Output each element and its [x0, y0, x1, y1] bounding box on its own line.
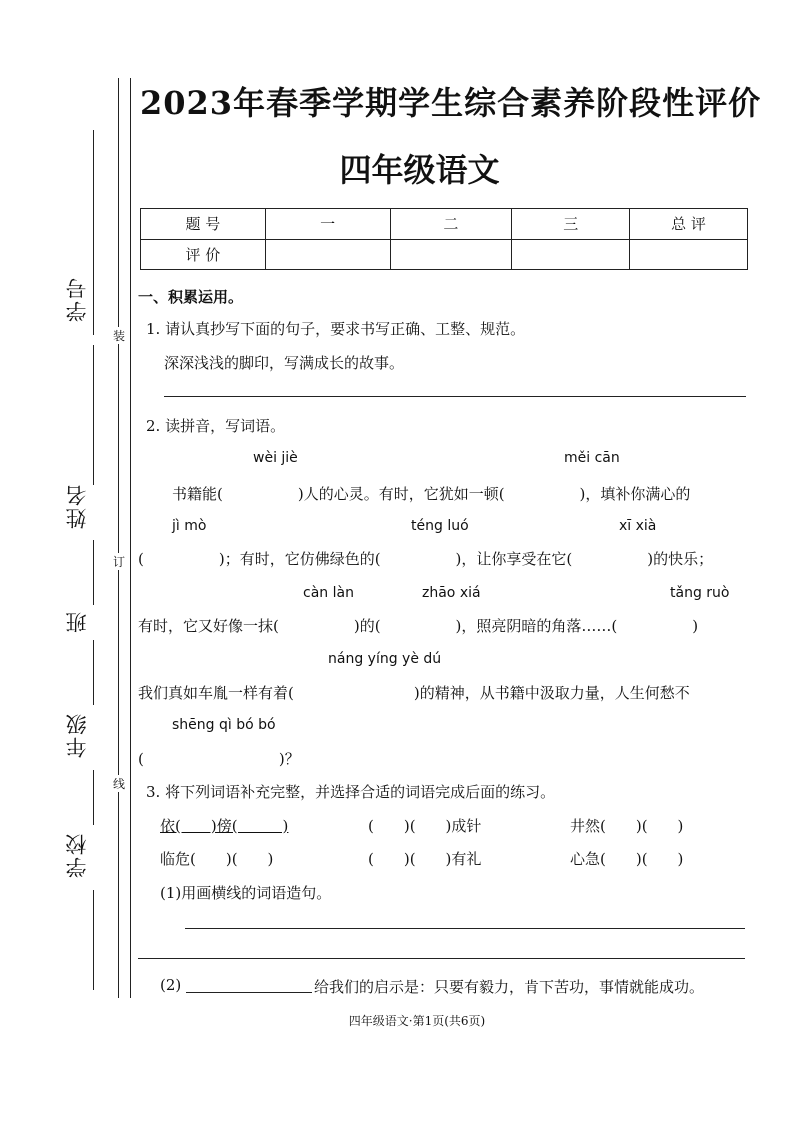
score-header-cell: 一	[265, 209, 390, 240]
q3-sub2-prefix: (2)	[160, 976, 182, 994]
grade-label: 年级	[65, 712, 89, 758]
binding-char-ding: 订	[113, 555, 126, 569]
pinyin-tengluo: téng luó	[411, 518, 469, 534]
sidebar-line-school	[93, 770, 94, 825]
pinyin-shengqibobo: shēng qì bó bó	[172, 717, 276, 733]
q3-sub1: (1)用画横线的词语造句。	[160, 884, 332, 902]
q3-sub2-blank[interactable]	[186, 992, 312, 993]
q2-line-2: ( )；有时，它仿佛绿色的( )，让你享受在它( )的快乐；	[138, 550, 714, 568]
score-input-cell[interactable]	[265, 239, 390, 270]
pinyin-tangruo: tǎng ruò	[670, 585, 730, 601]
q2-prompt: 2. 读拼音，写词语。	[146, 417, 286, 435]
q1-answer-line[interactable]	[164, 396, 746, 397]
score-eval-label: 评 价	[141, 239, 266, 270]
sidebar-line-grade	[93, 640, 94, 705]
score-input-cell[interactable]	[390, 239, 512, 270]
q3-row2-word-1: 临危( )( )	[160, 850, 274, 868]
student-id-label: 学号	[65, 276, 89, 322]
q3-row2-word-2: ( )( )有礼	[368, 850, 482, 868]
pinyin-xixia: xī xià	[619, 518, 657, 534]
q1-prompt: 1. 请认真抄写下面的句子，要求书写正确、工整、规范。	[146, 320, 526, 338]
page-title: 2023年春季学期学生综合素养阶段性评价	[140, 84, 762, 122]
q2-line-5: ( )？	[138, 750, 300, 768]
name-label: 姓名	[65, 483, 89, 529]
binding-line-inner	[130, 78, 131, 998]
q3-row1-word-2: ( )( )成针	[368, 817, 482, 835]
class-label: 班	[65, 610, 89, 633]
score-header-cell: 总 评	[630, 209, 748, 240]
pinyin-weijie: wèi jiè	[253, 450, 298, 466]
q3-sub1-answer-line-1[interactable]	[185, 928, 745, 929]
binding-char-xian: 线	[113, 777, 126, 791]
pinyin-zhaoxia: zhāo xiá	[422, 585, 481, 601]
binding-char-zhuang: 装	[113, 329, 126, 343]
pinyin-canlan: càn làn	[303, 585, 354, 601]
page-subtitle: 四年级语文	[339, 151, 500, 189]
sidebar-line-bottom	[93, 890, 94, 990]
score-table	[140, 208, 748, 270]
section-heading: 一、积累运用。	[138, 288, 244, 306]
score-header-cell: 三	[512, 209, 630, 240]
score-table-eval-row	[141, 239, 748, 270]
q3-prompt: 3. 将下列词语补充完整，并选择合适的词语完成后面的练习。	[146, 783, 556, 801]
q1-sentence: 深深浅浅的脚印，写满成长的故事。	[164, 354, 405, 372]
q3-sub1-answer-line-2[interactable]	[138, 958, 745, 959]
q3-row1-word-3: 井然( )( )	[570, 817, 684, 835]
q3-row2-word-3: 心急( )( )	[570, 850, 684, 868]
score-header-cell: 题 号	[141, 209, 266, 240]
q2-line-4: 我们真如车胤一样有着( )的精神，从书籍中汲取力量，人生何愁不	[138, 684, 690, 702]
binding-line-outer	[118, 78, 119, 998]
q2-line-3: 有时，它又好像一抹( )的( )，照亮阴暗的角落……( )	[138, 617, 699, 635]
school-label: 学校	[65, 832, 89, 878]
score-header-cell: 二	[390, 209, 512, 240]
q3-sub2-suffix: 给我们的启示是：只要有毅力，肯下苦功，事情就能成功。	[314, 978, 705, 996]
pinyin-meican: měi cān	[564, 450, 620, 466]
score-input-cell[interactable]	[512, 239, 630, 270]
sidebar-line-name	[93, 345, 94, 485]
score-table-header-row	[141, 209, 748, 240]
page-footer: 四年级语文·第1页(共6页)	[348, 1014, 486, 1028]
q2-line-1: 书籍能( )人的心灵。有时，它犹如一顿( )，填补你满心的	[172, 485, 691, 503]
score-input-cell[interactable]	[630, 239, 748, 270]
q3-row1-word-1: 依( )傍( )	[160, 817, 289, 835]
pinyin-nangyingyedu: náng yíng yè dú	[328, 651, 442, 667]
sidebar-line-class	[93, 540, 94, 605]
pinyin-jimo: jì mò	[172, 518, 207, 534]
